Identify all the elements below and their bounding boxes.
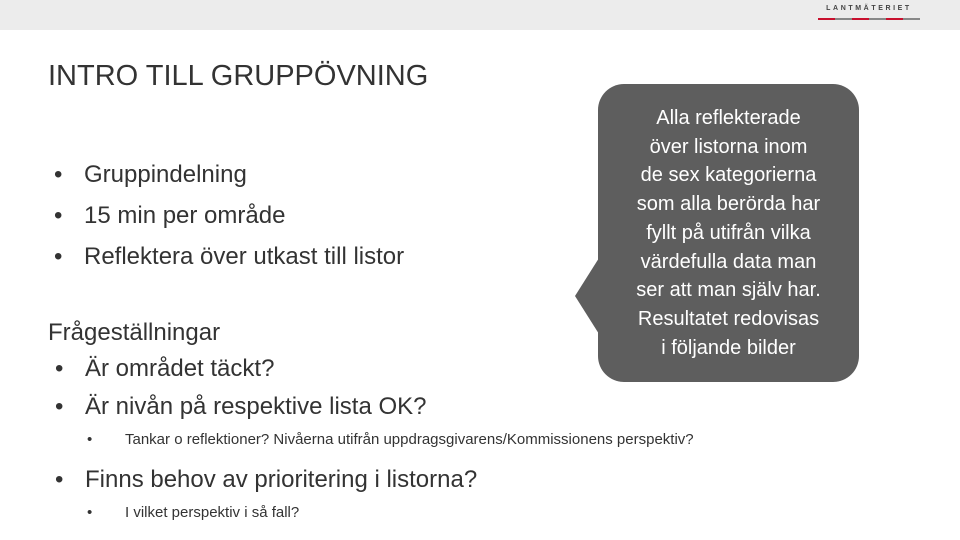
bullet-dot: • [87, 504, 93, 521]
bullet-item [54, 195, 404, 236]
callout-line: Resultatet redovisas [637, 307, 820, 330]
bullet-dot: • [54, 161, 63, 188]
lantmateriet-logo [818, 5, 920, 23]
sub-item [87, 503, 785, 522]
bullet-dot: • [54, 243, 63, 270]
logo-text: LANTMÄTERIET [826, 5, 912, 12]
bullet-dot: • [55, 355, 64, 382]
bullet-text: 15 min per område [84, 202, 286, 229]
sub-text: Tankar o reflektioner? Nivåerna utifrån uppdragsgivarens/Kommissionens perspektiv? [125, 431, 694, 448]
bullet-item [54, 236, 404, 277]
logo-stripe-segment [835, 18, 852, 20]
question-item [55, 388, 785, 449]
bullet-text: Reflektera över utkast till listor [84, 243, 405, 270]
bullet-dot: • [54, 202, 63, 229]
callout-line: ser att man själv har. [636, 279, 821, 302]
callout-line: de sex kategorierna [640, 164, 817, 187]
header-bar [0, 0, 960, 30]
question-item [55, 461, 785, 522]
question-text: Är nivån på respektive lista OK? [85, 393, 427, 420]
logo-stripe-segment [886, 18, 903, 20]
logo-stripe-segment [869, 18, 886, 20]
bullet-dot: • [55, 393, 64, 420]
sub-item [87, 430, 785, 449]
sub-text: I vilket perspektiv i så fall? [125, 504, 300, 521]
bullet-text: Gruppindelning [84, 161, 247, 188]
logo-stripe-segment [903, 18, 920, 20]
question-text: Finns behov av prioritering i listorna? [85, 466, 478, 493]
slide-title: INTRO TILL GRUPPÖVNING [48, 60, 429, 92]
bullet-list [54, 154, 404, 277]
logo-stripe [818, 18, 920, 20]
callout-text [600, 104, 857, 362]
callout-line: Alla reflekterade [656, 107, 801, 129]
logo-stripe-segment [818, 18, 835, 20]
sub-list [55, 430, 785, 449]
question-text: Är området täckt? [85, 355, 275, 382]
callout-line: fyllt på utifrån vilka [646, 221, 811, 244]
sub-list [55, 503, 785, 522]
callout-pointer [575, 258, 599, 334]
callout-line: i följande bilder [661, 336, 796, 359]
bullet-item [54, 154, 404, 195]
callout-line: värdefulla data man [640, 250, 817, 273]
bullet-dot: • [55, 466, 64, 493]
bullet-dot: • [87, 431, 93, 448]
questions-heading: Frågeställningar [48, 319, 221, 346]
callout-line: som alla berörda har [636, 193, 821, 216]
callout-line: över listorna inom [649, 135, 808, 158]
logo-stripe-segment [852, 18, 869, 20]
